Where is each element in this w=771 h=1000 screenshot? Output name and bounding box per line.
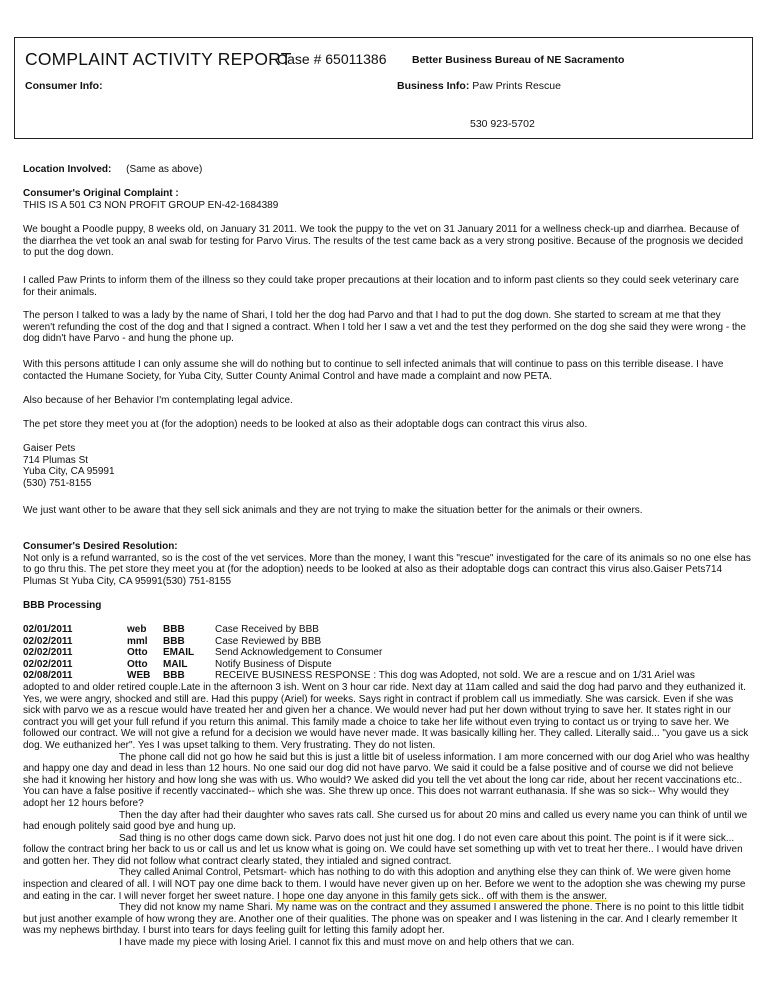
row-type: BBB xyxy=(163,670,185,682)
location-value: (Same as above) xyxy=(126,164,203,175)
row-description: Case Reviewed by BBB xyxy=(215,635,322,647)
response-paragraph: They did not know my name Shari. My name was on the contract and they assumed I answered the phone. There is no point to this little tidbit but just another example of how wrong they are. Another one of their qualities. The phone was on speaker and I was listening in the car. And I clearly remember It was my nephews birthday. I burst into tears for days feeling guilt for letting this family adopt her. xyxy=(23,902,744,937)
business-info-label: Business Info: xyxy=(397,80,470,92)
highlighted-sentence: I hope one day anyone in this family gets sick.. off with them is the answer. xyxy=(277,890,608,902)
bureau-name: Better Business Bureau of NE Sacramento xyxy=(412,54,625,66)
report-header xyxy=(14,37,753,139)
response-paragraph: The phone call did not go how he said but this is just a little bit of useless information. I am more concerned with our dog Ariel who was healthy and happy one day and dead in less than 12 hours. No one said our dog did not have parvo. We said it could be a false positive and of course we did not believe she had it knowing her history and how long she was with us. Who would? We asked did you tell the vet about the long car ride, about her recent vaccinations etc.. You can have a false positive if recently vaccinated-- which she was. She threw up once. This does not warrant euthanasia. If she was so sick-- Why would they adopt her 12 hours before? xyxy=(23,751,750,809)
response-paragraph: Sad thing is no other dogs came down sick. Parvo does not just hit one dog. I do not even care about this point. The point is if it were sick... follow the contract bring her back to us or call us and let us know what is going on. We could have set something up with vet to treat her there.. I would have driven and gotten her. They did not follow what contract clearly stated, they intialed and signed contract. xyxy=(23,832,743,867)
table-row xyxy=(23,624,695,636)
table-row xyxy=(23,670,695,682)
resolution-heading: Consumer's Desired Resolution: xyxy=(23,541,178,552)
location-label: Location Involved: xyxy=(23,164,112,175)
response-paragraph: Then the day after had their daughter who saves rats call. She cursed us for about 20 mins and called us every name you can think of until we had enough politely said good bye and hung up. xyxy=(23,809,748,833)
complaint-paragraph: Also because of her Behavior I'm contemplating legal advice. xyxy=(23,395,293,406)
row-by: WEB xyxy=(127,670,151,682)
row-by: Otto xyxy=(127,647,148,659)
table-row xyxy=(23,659,695,671)
row-date: 02/02/2011 xyxy=(23,635,73,647)
complaint-paragraph: We bought a Poodle puppy, 8 weeks old, on January 31 2011. We took the puppy to the vet on 31 January 2011 for a wellness check-up and diarrhea. Because of the diarrhea the vet took an anal swab for testing for Parvo Virus. The results of the test came back as a very strong positive. Because of the prognosis we decided to put the dog down. xyxy=(23,224,744,259)
response-paragraph-animal-control xyxy=(23,867,751,902)
address-line: Yuba City, CA 95991 xyxy=(23,466,115,478)
table-row xyxy=(23,647,695,659)
case-number: Case # 65011386 xyxy=(277,51,387,67)
resolution-section xyxy=(23,541,751,587)
address-line: 714 Plumas St xyxy=(23,454,89,466)
complaint-paragraph: The pet store they meet you at (for the adoption) needs to be looked at also as their adoptable dogs can contract this virus also. xyxy=(23,419,588,430)
processing-table xyxy=(23,624,695,682)
address-line: Gaiser Pets xyxy=(23,443,76,454)
report-title: COMPLAINT ACTIVITY REPORT xyxy=(25,49,292,69)
row-date: 02/08/2011 xyxy=(23,670,73,682)
complaint-paragraph: With this persons attitude I can only assume she will do nothing but to continue to sell infected animals that will continue to pass on this terrible disease. I have contacted the Humane Society, for Yuba City, Sutter County Animal Control and have made a complaint and now PETA. xyxy=(23,359,724,382)
complaint-subheading: THIS IS A 501 C3 NON PROFIT GROUP EN-42-1684389 xyxy=(23,199,279,211)
address-line: (530) 751-8155 xyxy=(23,477,92,489)
row-type: BBB xyxy=(163,624,185,635)
response-continuation: adopted to and older retired couple.Late in the afternoon 3 ish. Went on 3 hour car ride. Next day at 11am called and said the dog had parvo and they euthanized it. Yes, we were angry, shocked and still are. Had this puppy (Ariel) for weeks. Says right in contract if problem call us immediatly. She was carsick. Even if she was sick with parvo we as a rescue would have treated her and given her a chance. We would never had put her down without trying to save her. It states right in our contract you will get your full refund if you return this animal. This family made a choice to take her life without even trying to contact us or trying to save her. We followed our contract. We will not give a refund for a decision we would have never made. It was basically killing her. They called. Literally said... "you gave us a sick dog. We euthanized her". Yes I was upset talking to them. Very frustrating. They do not listen. xyxy=(23,681,749,751)
consumer-info-label: Consumer Info: xyxy=(25,80,103,92)
row-description: Notify Business of Dispute xyxy=(215,658,332,670)
business-name: Paw Prints Rescue xyxy=(472,80,561,92)
row-by: web xyxy=(127,624,147,635)
row-type: BBB xyxy=(163,635,185,647)
store-address xyxy=(23,443,751,489)
row-description: RECEIVE BUSINESS RESPONSE : This dog was Adopted, not sold. We are a rescue and on 1/31 Ariel was xyxy=(215,670,695,682)
complaint-paragraph: The person I talked to was a lady by the name of Shari, I told her the dog had Parvo and that I had to put the dog down. She started to scream at me that they weren't refunding the cost of the dog and that I signed a contract. When I told her I saw a vet and the test they performed on the dog she said they were wrong - the dog didn't have Parvo - and hung the phone up. xyxy=(23,310,746,345)
row-description: Send Acknowledgement to Consumer xyxy=(215,647,383,659)
row-by: mml xyxy=(127,635,148,647)
row-date: 02/02/2011 xyxy=(23,647,73,659)
response-text: They called Animal Control, Petsmart- which has nothing to do with this adoption and anything else they can think of. We were given home inspection and cleared of all. I will NOT pay one dime back to them. I would have never given up on her. Before we went to the adoption she was chewing my purse and eating in the car. I will never forget her sweet nature. xyxy=(23,867,746,902)
row-date: 02/02/2011 xyxy=(23,658,73,670)
processing-heading-text: BBB Processing xyxy=(23,600,102,611)
business-info xyxy=(397,80,561,92)
location-line xyxy=(23,164,751,176)
resolution-text: Not only is a refund warranted, so is the cost of the vet services. More than the money, I want this "rescue" investigated for the care of its animals so no one else has to go thru this. The pet store they meet you at (for the adoption) needs to be looked at also as their adoptable dogs can contract this virus also.Gaiser Pets714 Plumas St Yuba City, CA 95991(530) 751-8155 xyxy=(23,552,751,587)
row-type: EMAIL xyxy=(163,647,195,659)
complaint-section xyxy=(23,188,751,211)
table-row xyxy=(23,636,695,648)
processing-log xyxy=(23,624,751,949)
response-paragraph: I have made my piece with losing Ariel. I cannot fix this and must move on and help others that we can. xyxy=(119,937,575,949)
complaint-heading: Consumer's Original Complaint : xyxy=(23,188,179,199)
row-date: 02/01/2011 xyxy=(23,624,73,635)
business-phone: 530 923-5702 xyxy=(470,118,535,130)
complaint-closing: We just want other to be aware that they sell sick animals and they are not trying to make the situation better for the animals or their owners. xyxy=(23,505,643,516)
row-type: MAIL xyxy=(163,658,188,670)
row-description: Case Received by BBB xyxy=(215,624,319,635)
processing-heading xyxy=(23,600,751,612)
complaint-paragraph: I called Paw Prints to inform them of the illness so they could take proper precautions at their location and to inform past clients so they could seek veterinary care for their animals. xyxy=(23,275,739,298)
row-by: Otto xyxy=(127,658,148,670)
